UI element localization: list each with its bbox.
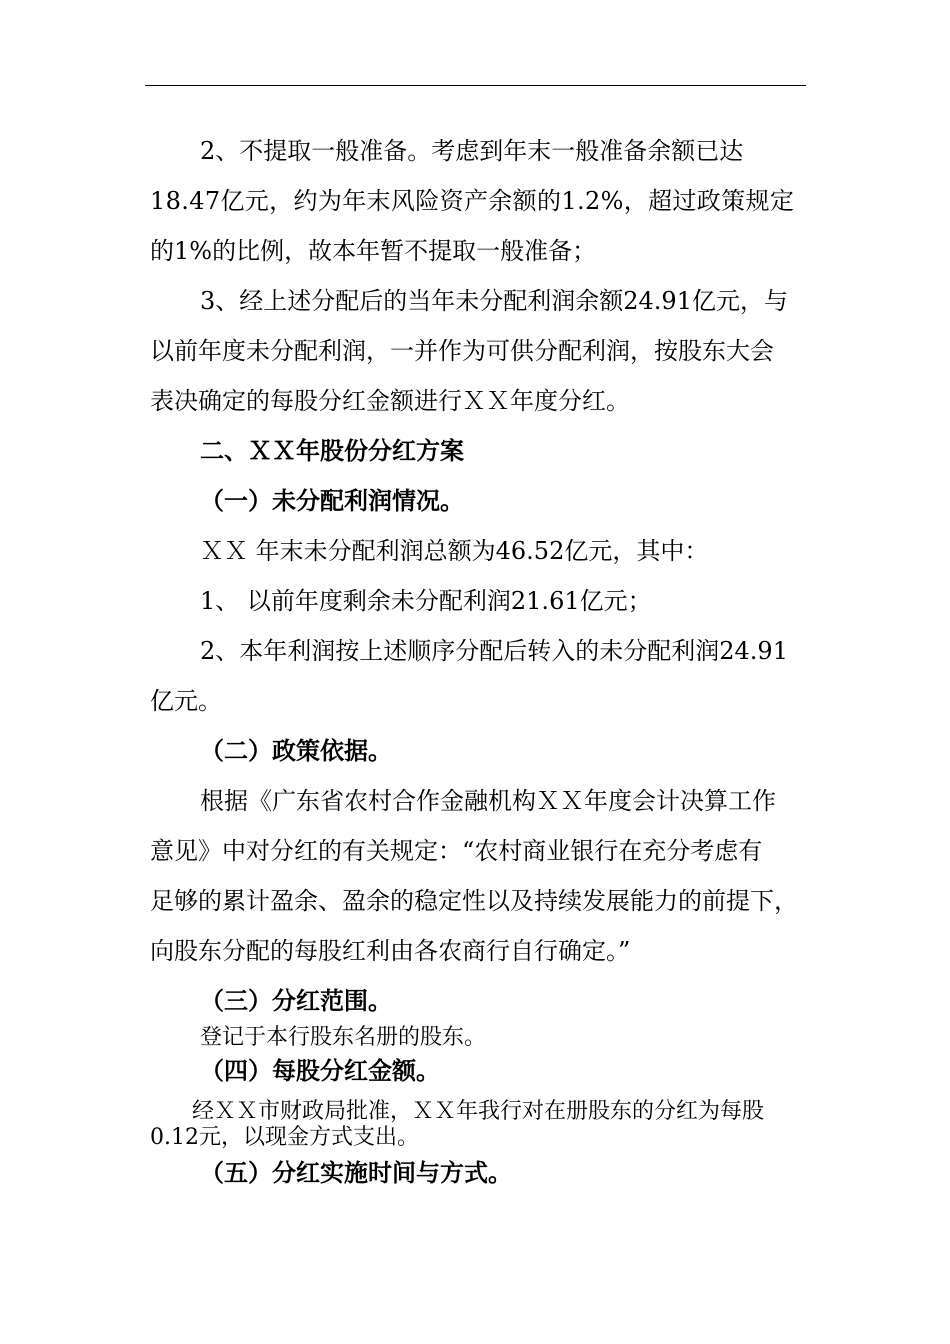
section-heading: 二、ＸＸ年股份分红方案 (200, 437, 464, 465)
paragraph-line: 登记于本行股东名册的股东。 (200, 1025, 487, 1050)
paragraph-line: 18.47亿元，约为年末风险资产余额的1.2%，超过政策规定 (150, 187, 795, 215)
paragraph-line: 2、本年利润按上述顺序分配后转入的未分配利润24.91 (200, 637, 788, 665)
paragraph-line: 3、经上述分配后的当年未分配利润余额24.91亿元，与 (200, 287, 788, 315)
subsection-heading: （二）政策依据。 (200, 737, 392, 765)
paragraph-line: 1、 以前年度剩余未分配利润21.61亿元； (200, 587, 652, 615)
paragraph-line: ＸＸ 年末未分配利润总额为46.52亿元，其中： (200, 537, 709, 565)
paragraph-line: 0.12元，以现金方式支出。 (150, 1125, 419, 1150)
subsection-heading: （三）分红范围。 (200, 987, 392, 1015)
paragraph-line: 意见》中对分红的有关规定：“农村商业银行在充分考虑有 (150, 837, 763, 865)
paragraph-line: 经ＸＸ市财政局批准，ＸＸ年我行对在册股东的分红为每股 (192, 1099, 765, 1124)
paragraph-line: 2、不提取一般准备。考虑到年末一般准备余额已达 (200, 137, 744, 165)
paragraph-line: 的1%的比例，故本年暂不提取一般准备； (150, 237, 597, 265)
paragraph-line: 亿元。 (150, 687, 222, 715)
paragraph-line: 表决确定的每股分红金额进行ＸＸ年度分红。 (150, 387, 630, 415)
paragraph-line: 根据《广东省农村合作金融机构ＸＸ年度会计决算工作 (200, 787, 776, 815)
paragraph-line: 以前年度未分配利润，一并作为可供分配利润，按股东大会 (150, 337, 774, 365)
subsection-heading: （四）每股分红金额。 (200, 1057, 440, 1085)
subsection-heading: （五）分红实施时间与方式。 (200, 1159, 512, 1187)
paragraph-line: 向股东分配的每股红利由各农商行自行确定。” (150, 937, 631, 965)
paragraph-line: 足够的累计盈余、盈余的稳定性以及持续发展能力的前提下， (150, 887, 798, 915)
header-rule (145, 85, 806, 86)
subsection-heading: （一）未分配利润情况。 (200, 487, 464, 515)
